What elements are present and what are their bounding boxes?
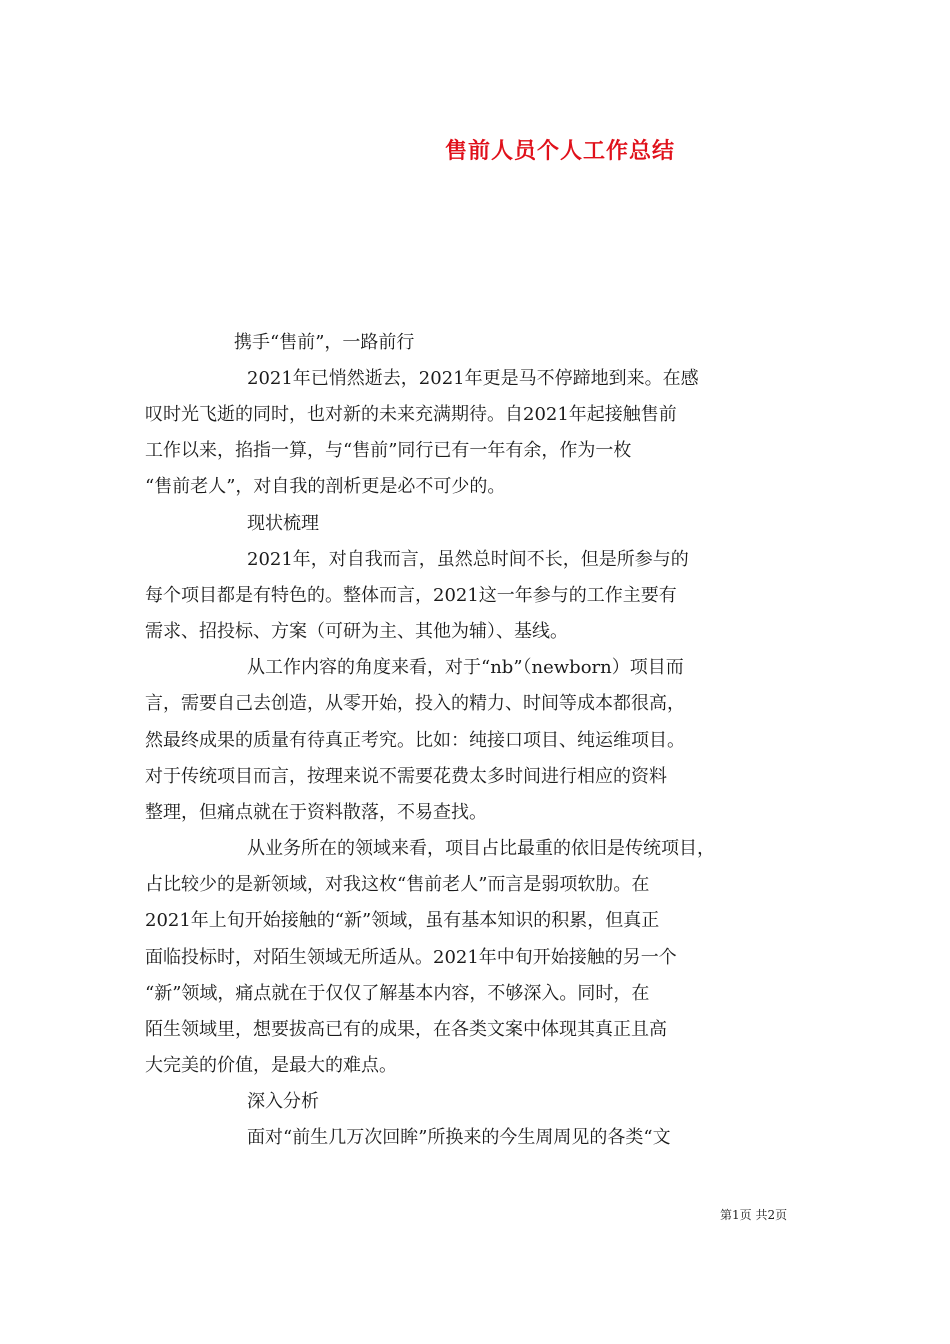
paragraph-line: 整理，但痛点就在于资料散落，不易查找。 (145, 802, 487, 823)
paragraph-line: 陌生领域里，想要拔高已有的成果，在各类文案中体现其真正且高 (145, 1019, 667, 1040)
paragraph-line: 然最终成果的质量有待真正考究。比如：纯接口项目、纯运维项目。 (145, 730, 685, 751)
section-heading: 现状梳理 (247, 513, 319, 534)
paragraph-line: 叹时光飞逝的同时，也对新的未来充满期待。自2021年起接触售前 (145, 404, 677, 425)
paragraph-line: 从工作内容的角度来看，对于“nb”（newborn）项目而 (247, 657, 684, 678)
page-footer: 第1页 共2页 (720, 1208, 788, 1222)
paragraph-line: 对于传统项目而言，按理来说不需要花费太多时间进行相应的资料 (145, 766, 667, 787)
paragraph-line: 面临投标时，对陌生领域无所适从。2021年中旬开始接触的另一个 (145, 947, 677, 968)
paragraph-line: 2021年上旬开始接触的“新”领域，虽有基本知识的积累，但真正 (145, 910, 660, 931)
paragraph-line: 占比较少的是新领域，对我这枚“售前老人”而言是弱项软肋。在 (145, 874, 650, 895)
paragraph-line: 2021年已悄然逝去，2021年更是马不停蹄地到来。在感 (247, 368, 699, 389)
paragraph-line: “新”领域，痛点就在于仅仅了解基本内容，不够深入。同时，在 (145, 983, 650, 1004)
paragraph-line: 言，需要自己去创造，从零开始，投入的精力、时间等成本都很高， (145, 693, 685, 714)
paragraph-line: 2021年，对自我而言，虽然总时间不长，但是所参与的 (247, 549, 689, 570)
paragraph-line: 每个项目都是有特色的。整体而言，2021这一年参与的工作主要有 (145, 585, 677, 606)
document-title: 售前人员个人工作总结 (445, 138, 676, 164)
paragraph-line: 从业务所在的领域来看，项目占比最重的依旧是传统项目， (247, 838, 715, 859)
paragraph-line: 需求、招投标、方案（可研为主、其他为辅）、基线。 (145, 621, 568, 642)
subtitle-line: 携手“售前”，一路前行 (234, 332, 415, 353)
paragraph-line: 面对“前生几万次回眸”所换来的今生周周见的各类“文 (247, 1127, 671, 1148)
paragraph-line: 工作以来，掐指一算，与“售前”同行已有一年有余，作为一枚 (145, 440, 632, 461)
section-heading: 深入分析 (247, 1091, 319, 1112)
paragraph-line: “售前老人”，对自我的剖析更是必不可少的。 (145, 476, 506, 497)
paragraph-line: 大完美的价值，是最大的难点。 (145, 1055, 397, 1076)
